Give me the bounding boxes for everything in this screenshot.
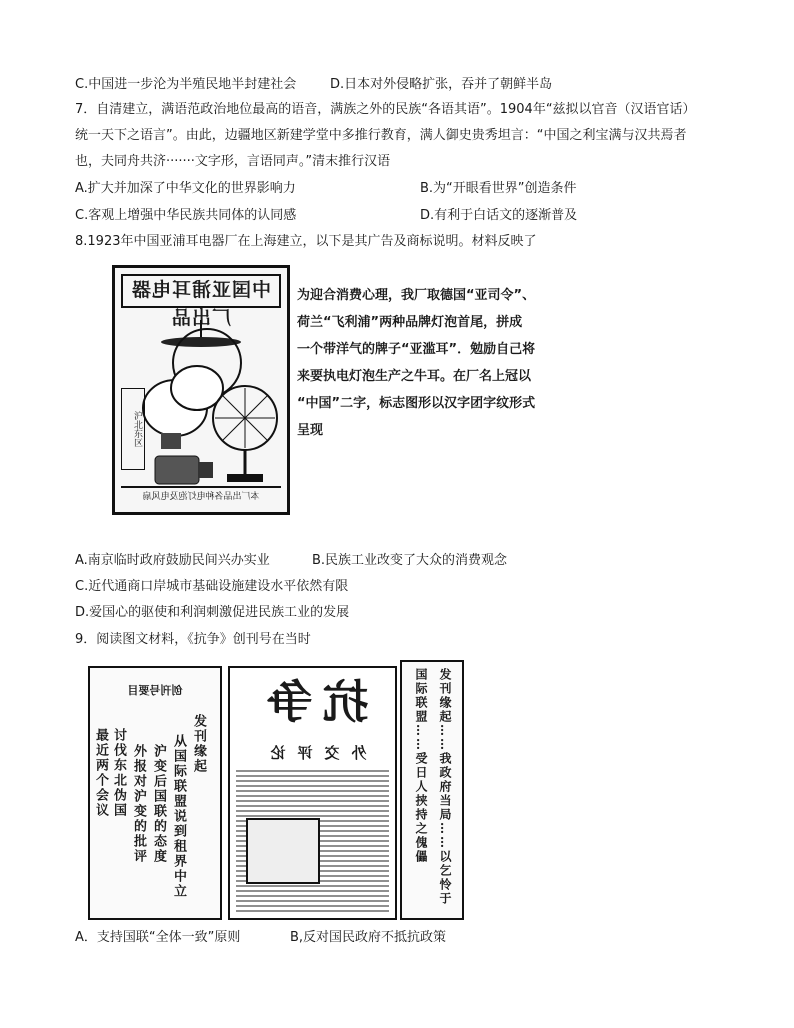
contents-panel	[88, 666, 222, 920]
q8-option-a: A.南京临时政府鼓励民间兴办实业	[75, 553, 270, 568]
contents-header: 创刊号要目	[127, 684, 183, 697]
excerpt-column: 发刊缘起……我政府当局……以乞怜于	[438, 668, 452, 906]
q8-option-b: B.民族工业改变了大众的消费观念	[312, 553, 508, 568]
q8-stem: 8.1923年中国亚浦耳电器厂在上海建立，以下是其广告及商标说明。材料反映了	[75, 234, 537, 249]
contents-item: 沪变后国联的态度	[151, 744, 166, 864]
q7-option-b: B.为“开眼看世界”创造条件	[420, 181, 577, 196]
newspaper-subtitle: 外交评论	[258, 744, 367, 762]
trademark-line: 荷兰“飞利浦”两种品牌灯泡首尾，拼成	[297, 315, 523, 330]
q9-option-a: A．支持国联“全体一致”原则	[75, 930, 241, 945]
trademark-line: 为迎合消费心理，我厂取德国“亚司令”、	[297, 288, 536, 303]
poster-title: 中国亚浦耳电器厂出品	[121, 274, 281, 308]
contents-item: 最近两个会议	[93, 728, 108, 818]
q7-option-d: D.有利于白话文的逐渐普及	[420, 208, 578, 223]
advertisement-poster	[112, 265, 290, 515]
q7-option-c: C.客观上增强中华民族共同体的认同感	[75, 208, 297, 223]
q7-stem-line3: 也，夫同舟共济·······文字形，言语同声。”清末推行汉语	[75, 154, 391, 169]
q9-stem: 9．阅读图文材料，《抗争》创刊号在当时	[75, 632, 311, 647]
editorial-excerpt-panel	[400, 660, 464, 920]
q8-option-d: D.爱国心的驱使和利润刺激促进民族工业的发展	[75, 605, 350, 620]
q9-option-b: B,反对国民政府不抵抗政策	[290, 930, 447, 945]
q7-stem-line1: 7．自清建立，满语范政治地位最高的语音，满族之外的民族“各语其语”。1904年“兹拟以官音（汉语官话）	[75, 102, 696, 117]
q6-option-c: C.中国进一步沦为半殖民地半封建社会	[75, 77, 297, 92]
newspaper-masthead: 抗争	[256, 675, 369, 729]
q7-stem-line2: 统一天下之语言”。由此，边疆地区新建学堂中多推行教育，满人御史贵秀坦言：“中国之利宝满与汉共焉者	[75, 128, 687, 143]
trademark-explanation	[297, 282, 567, 444]
trademark-line: “中国”二字，标志图形以汉字团字纹形式	[297, 396, 536, 411]
trademark-line: 一个带洋气的牌子“亚滥耳”．勉励自己将	[297, 342, 536, 357]
trademark-line: 来要执电灯泡生产之牛耳。在厂名上冠以	[297, 369, 532, 384]
newspaper-front-page	[228, 666, 397, 920]
contents-item: 发刊缘起	[191, 714, 206, 774]
q8-option-c: C.近代通商口岸城市基础设施建设水平依然有限	[75, 579, 349, 594]
contents-item: 讨伐东北伪国	[111, 728, 126, 818]
contents-item: 从国际联盟说到租界中立	[171, 734, 186, 899]
newspaper-inset-box	[246, 818, 320, 884]
trademark-line: 呈现	[297, 423, 324, 438]
q7-option-a: A.扩大并加深了中华文化的世界影响力	[75, 181, 296, 196]
q6-option-d: D.日本对外侵略扩张，吞并了朝鲜半岛	[330, 77, 553, 92]
excerpt-column: 国际联盟……受日人挟持之傀儡	[414, 668, 428, 864]
poster-side-band: 沪北东区	[121, 388, 145, 470]
contents-item: 外报对沪变的批评	[131, 744, 146, 864]
poster-bottom-band: 本厂出品各种电灯泡及电风扇	[121, 486, 281, 506]
